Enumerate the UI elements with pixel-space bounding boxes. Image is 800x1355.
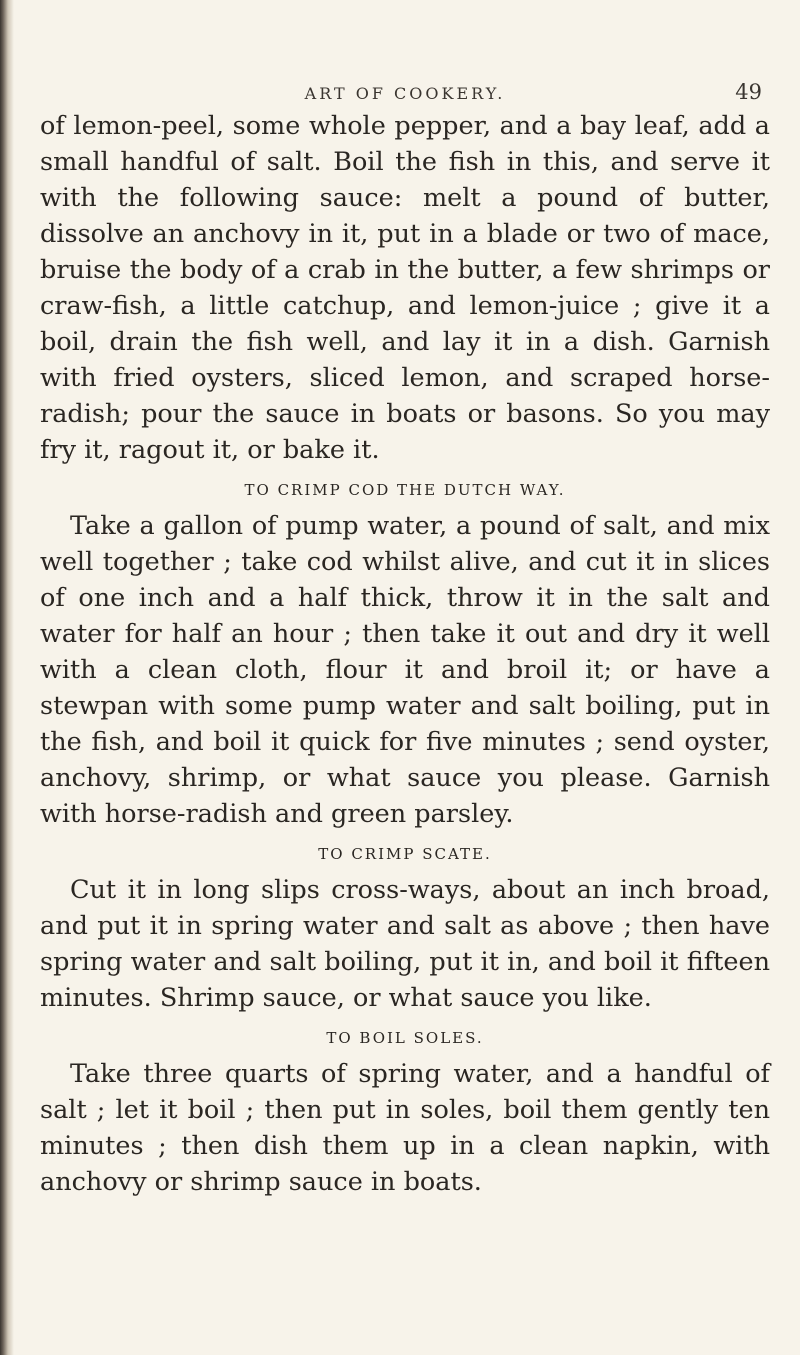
running-header — [40, 70, 770, 108]
page-number: 49 — [735, 80, 762, 104]
heading-crimp-cod: TO CRIMP COD THE DUTCH WAY. — [244, 481, 566, 499]
heading-boil-soles: TO BOIL SOLES. — [326, 1029, 484, 1047]
heading-crimp-scate: TO CRIMP SCATE. — [318, 845, 492, 863]
section-crimp-cod — [40, 476, 770, 832]
section-boil-soles — [40, 1024, 770, 1200]
paragraph-continuation: of lemon-peel, some whole pepper, and a bay leaf, add a small handful of salt. Boil the fish in this, and serve it with the following sauce: melt a pound of butter, dissolve an anchovy in it, put in a blade or two of mace, bruise the body of a crab in the butter, a few shrimps or craw-fish, a little catchup, and lemon-juice ; give it a boil, drain the fish well, and lay it in a dish. Garnish with fried oysters, sliced lemon, and scraped horse-radish; pour the sauce in boats or basons. So you may fry it, ragout it, or bake it. — [40, 111, 770, 465]
paragraph-crimp-scate: Cut it in long slips cross-ways, about an inch broad, and put it in spring water and salt as above ; then have spring water and salt boiling, put it in, and boil it fifteen minutes. Shrimp sauce, or what sauce you like. — [40, 875, 770, 1013]
binding-edge — [0, 0, 14, 1355]
paragraph-boil-soles: Take three quarts of spring water, and a handful of salt ; let it boil ; then put in soles, boil them gently ten minutes ; then dish them up in a clean napkin, with anchovy or shrimp sauce in boats. — [40, 1059, 770, 1197]
section-crimp-scate — [40, 840, 770, 1016]
paragraph-crimp-cod: Take a gallon of pump water, a pound of salt, and mix well together ; take cod whilst alive, and cut it in slices of one inch and a half thick, throw it in the salt and water for half an hour ; then take it out and dry it well with a clean cloth, flour it and broil it; or have a stewpan with some pump water and salt boiling, put in the fish, and boil it quick for five minutes ; send oyster, anchovy, shrimp, or what sauce you please. Garnish with horse-radish and green parsley. — [40, 511, 770, 829]
section-continuation — [40, 108, 770, 468]
book-page — [40, 70, 770, 1330]
running-title: ART OF COOKERY. — [304, 84, 506, 103]
